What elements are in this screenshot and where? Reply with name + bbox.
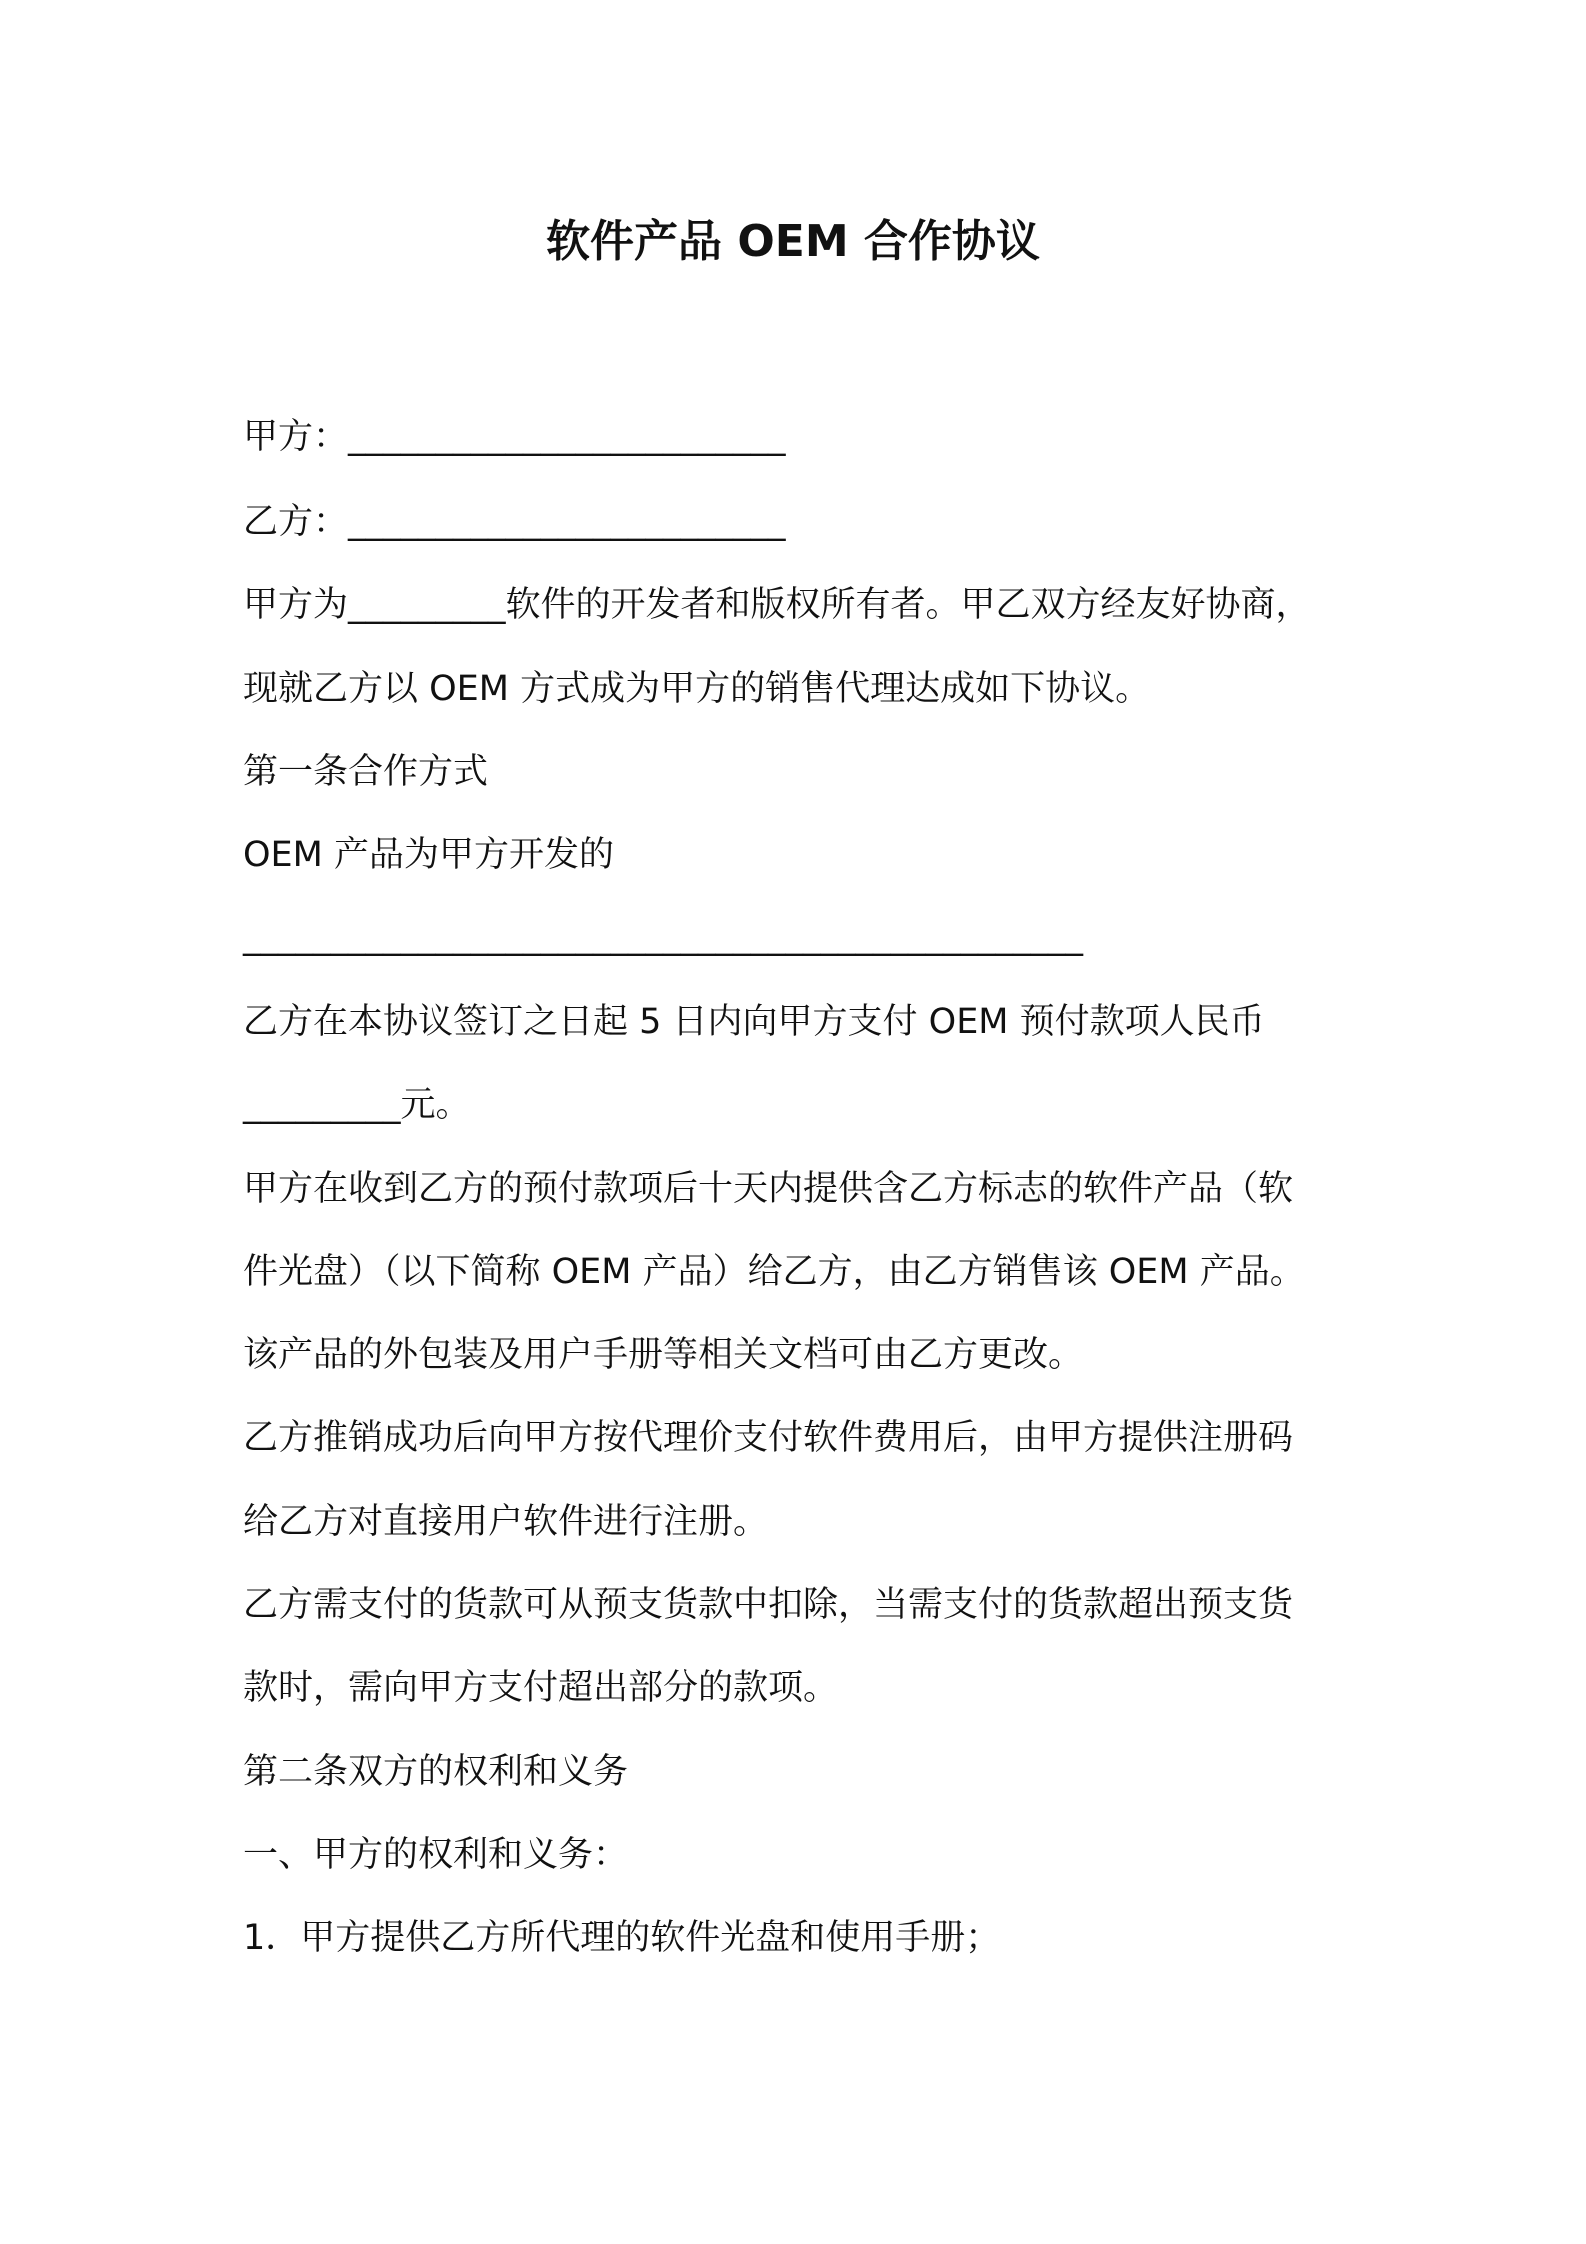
paragraph-line: 甲方为_________软件的开发者和版权所有者。甲乙双方经友好协商，: [243, 585, 1311, 625]
paragraph-line: 乙方推销成功后向甲方按代理价支付软件费用后，由甲方提供注册码: [243, 1418, 1294, 1458]
party-a-line: 甲方：_________________________: [243, 417, 786, 457]
paragraph-line: 件光盘）（以下简称 OEM 产品）给乙方，由乙方销售该 OEM 产品。: [243, 1252, 1305, 1292]
paragraph-line: 给乙方对直接用户软件进行注册。: [243, 1502, 769, 1542]
section-heading: 第一条合作方式: [243, 752, 489, 792]
section-heading: 第二条双方的权利和义务: [243, 1752, 629, 1792]
paragraph-line: 现就乙方以 OEM 方式成为甲方的销售代理达成如下协议。: [243, 669, 1151, 709]
paragraph-line: 甲方在收到乙方的预付款项后十天内提供含乙方标志的软件产品（软: [243, 1169, 1294, 1209]
paragraph-line: 乙方需支付的货款可从预支货款中扣除，当需支付的货款超出预支货: [243, 1585, 1294, 1625]
party-b-line: 乙方：_________________________: [243, 502, 786, 542]
blank-fill-line: ________________________________________________: [243, 917, 1083, 957]
paragraph-line: 乙方在本协议签订之日起 5 日内向甲方支付 OEM 预付款项人民币: [243, 1002, 1265, 1042]
paragraph-line: _________元。: [243, 1085, 471, 1125]
document-title: 软件产品 OEM 合作协议: [546, 216, 1040, 267]
list-item: 1．甲方提供乙方所代理的软件光盘和使用手册；: [243, 1918, 1001, 1958]
paragraph-line: 该产品的外包装及用户手册等相关文档可由乙方更改。: [243, 1335, 1084, 1375]
paragraph-line: 款时，需向甲方支付超出部分的款项。: [243, 1668, 839, 1708]
subsection-heading: 一、甲方的权利和义务：: [243, 1835, 629, 1875]
paragraph-line: OEM 产品为甲方开发的: [243, 835, 614, 875]
